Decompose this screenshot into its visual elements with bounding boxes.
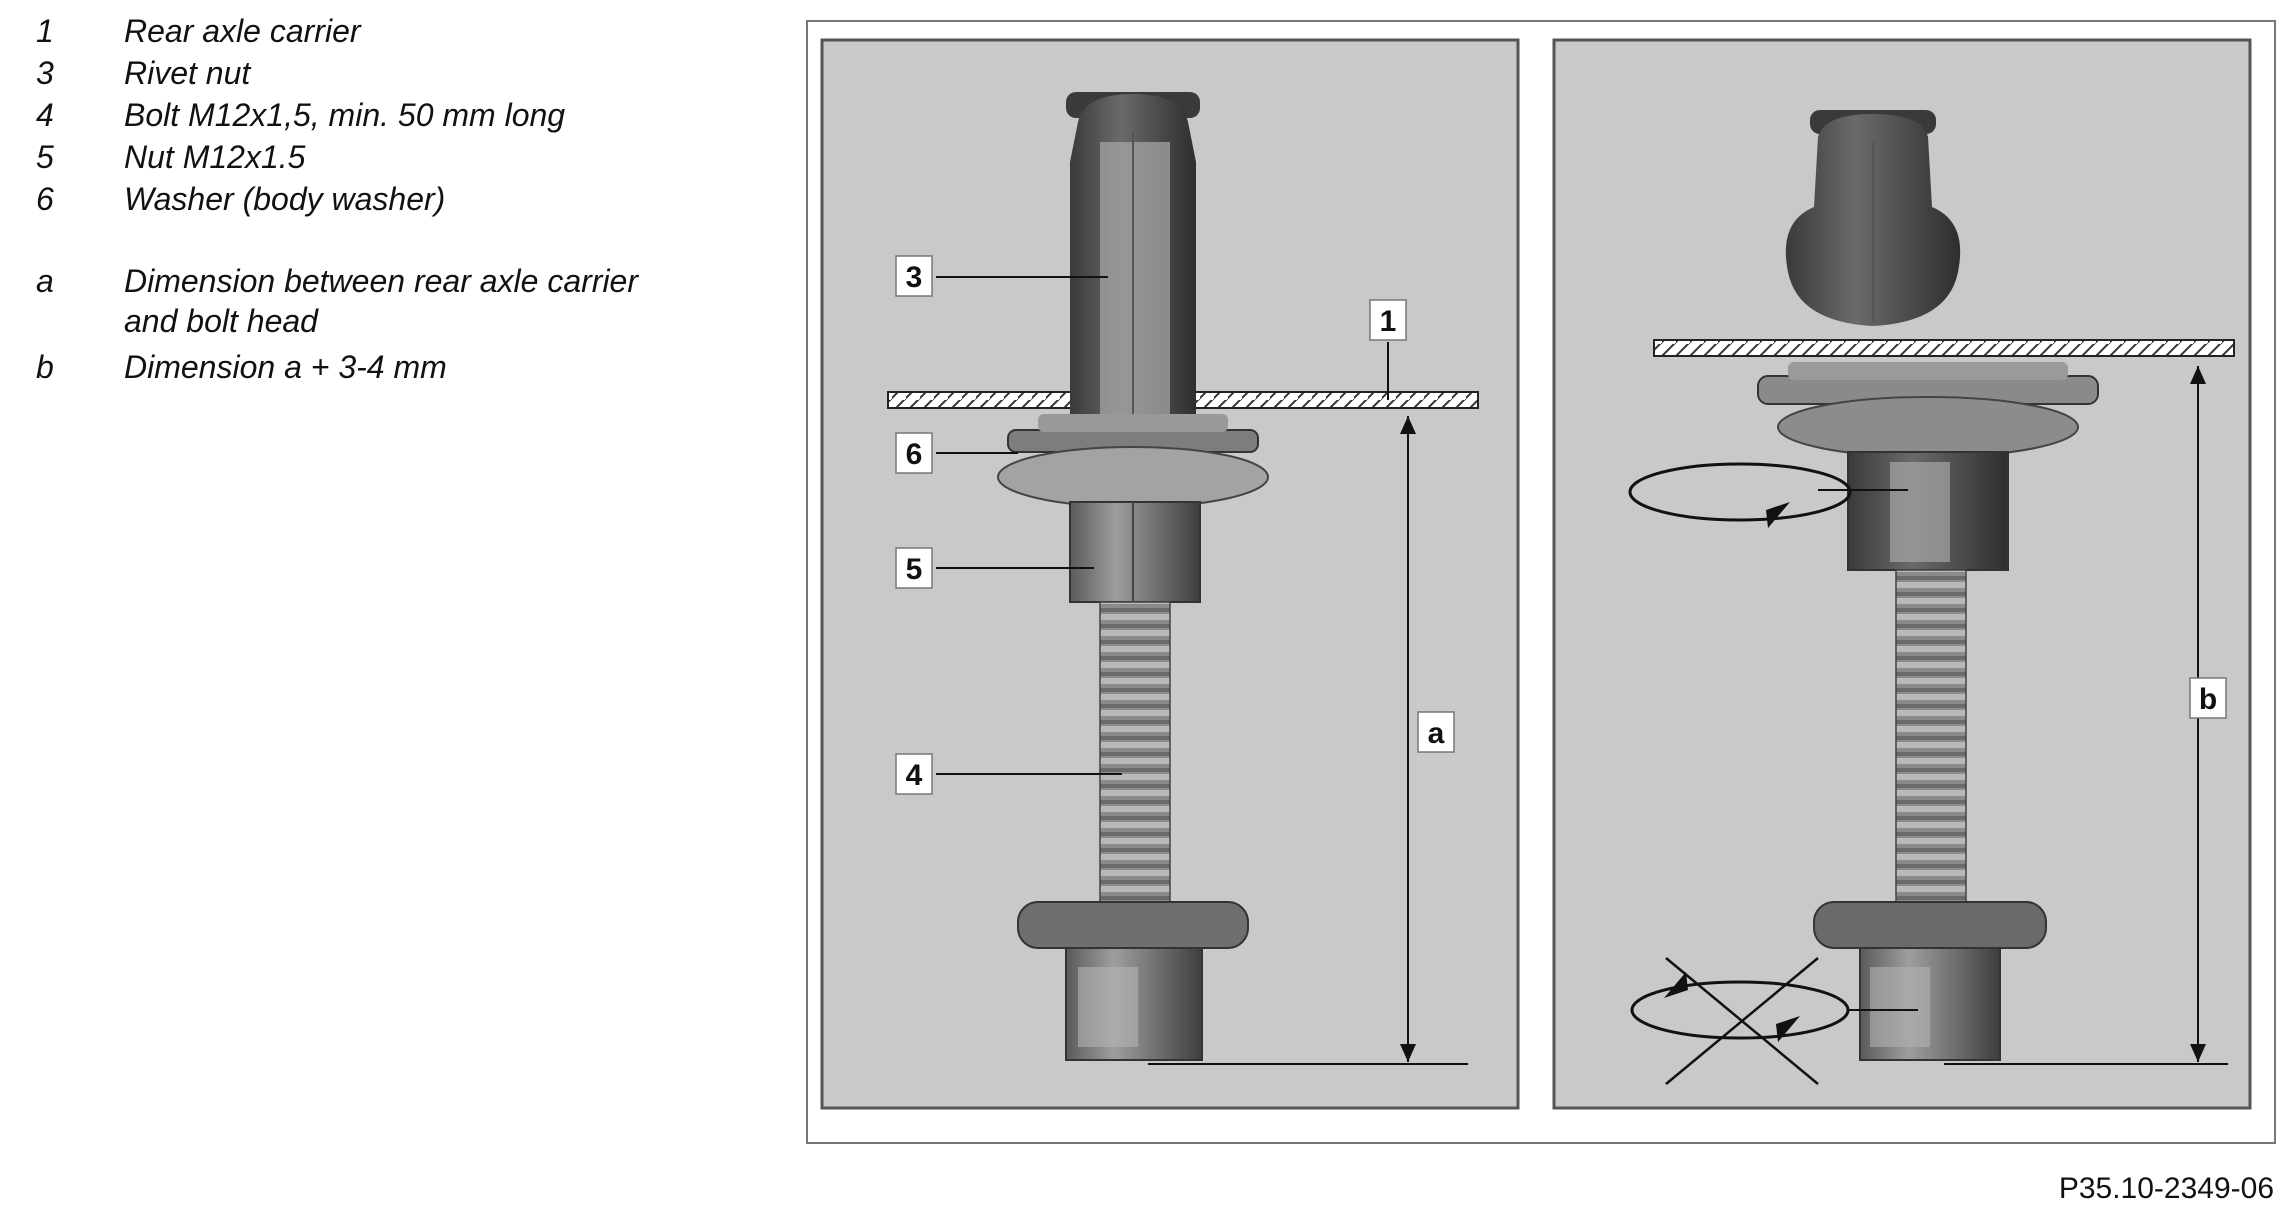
washer — [998, 414, 1268, 507]
callout-6: 6 — [905, 438, 923, 471]
legend-text: Rear axle carrier — [124, 13, 361, 49]
legend-key: 6 — [36, 181, 54, 217]
callout-a: a — [1427, 717, 1445, 750]
callout-5: 5 — [905, 553, 923, 586]
legend-key: 5 — [36, 139, 54, 175]
bolt-diagram — [808, 22, 2274, 1142]
legend-key: 4 — [36, 97, 54, 133]
figure-caption: P35.10-2349-06 — [2058, 1172, 2274, 1205]
legend-text: Bolt M12x1,5, min. 50 mm long — [124, 97, 566, 133]
left-panel — [822, 40, 1518, 1108]
figure-frame — [806, 20, 2276, 1144]
legend-text: Dimension a + 3-4 mm — [124, 349, 447, 385]
legend-text: Washer (body washer) — [124, 181, 446, 217]
bolt-thread — [1100, 602, 1170, 902]
legend-key: a — [36, 263, 54, 299]
right-panel — [1554, 40, 2250, 1108]
callout-b: b — [2198, 683, 2218, 716]
washer — [1758, 362, 2098, 457]
nut-m12 — [1848, 452, 2008, 570]
callout-4: 4 — [905, 759, 923, 792]
callout-3: 3 — [905, 261, 923, 294]
legend-key: 3 — [36, 55, 54, 91]
legend-key: b — [36, 349, 54, 385]
bolt-thread — [1896, 570, 1966, 902]
legend-text: and bolt head — [124, 303, 318, 339]
legend-text: Dimension between rear axle carrier — [124, 263, 638, 299]
rivet-nut — [1066, 92, 1200, 417]
rear-axle-carrier — [1654, 340, 2234, 356]
legend-key: 1 — [36, 13, 54, 49]
callout-1: 1 — [1379, 305, 1397, 338]
nut-m12 — [1070, 502, 1200, 602]
legend-text: Rivet nut — [124, 55, 251, 91]
legend-text: Nut M12x1.5 — [124, 139, 306, 175]
